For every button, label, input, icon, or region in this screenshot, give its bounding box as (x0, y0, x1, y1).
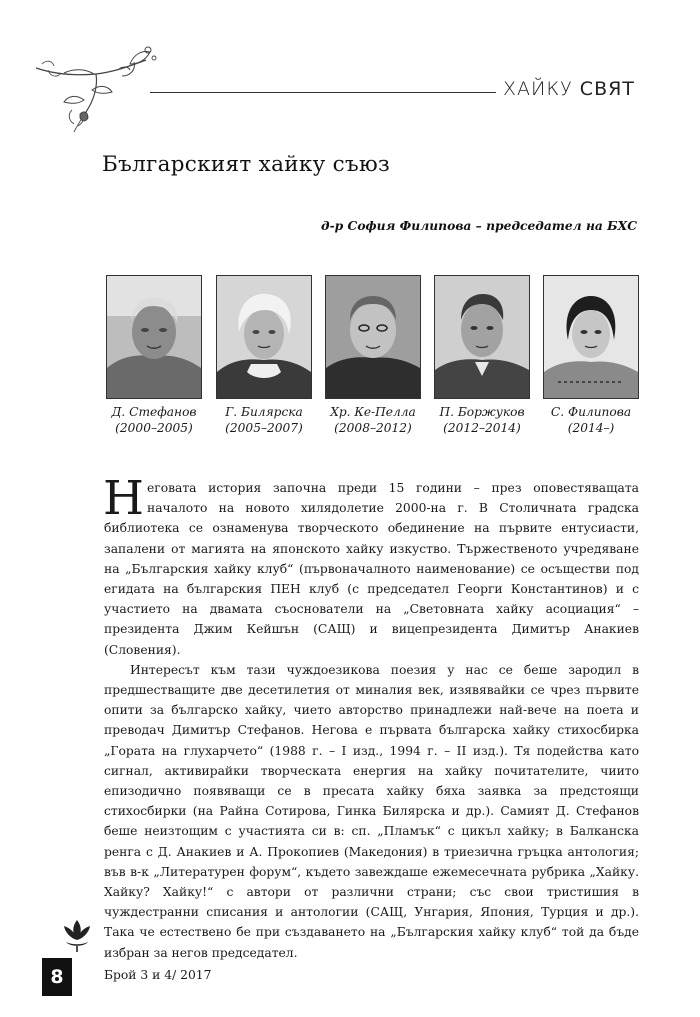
portrait-years: (2005–2007) (225, 421, 303, 435)
portrait-3 (325, 275, 421, 436)
portrait-years: (2014–) (567, 421, 615, 435)
portrait-4 (434, 275, 530, 436)
portrait-photo (434, 275, 530, 399)
article-body (103, 471, 639, 963)
header-rule (150, 92, 496, 93)
portrait-2 (216, 275, 312, 436)
article-title: Българският хайку съюз (102, 152, 391, 177)
portrait-name: Г. Билярска (225, 405, 303, 419)
portrait-name: Хр. Ке-Пелла (330, 405, 416, 419)
journal-name-word1: ХАЙКУ (503, 78, 573, 100)
portrait-years: (2000–2005) (115, 421, 193, 435)
paragraph-2: Интересът към тази чуждоезикова поезия у нас се беше зародил в предшестващите две десетилетия от миналия век, изявявайки се чрез първите опити за българско хайку, чието авторство принадлежи най-вече на поета и преводач Димитър Стефанов. Негова е първата българска хайку стихосбирка „Гората на глухарчето“ (1988 г. – I изд., 1994 г. – II изд.). Тя подейства като сигнал, активирайки творческата енергия на хайку почитателите, чиито епизодично появяващи се в пресата хайку бяха заявка за предстоящи стихосбирки (на Райна Сотирова, Гинка Билярска и др.). Самият Д. Стефанов беше неизтощим с участията си в: сп. „Пламък“ с цикъл хайку; в Балканска ренга с Д. Анакиев и А. Прокопиев (Македония) в триезична гръцка антология; във в-к „Литературен форум“, където завеждаше ежемесечната рубрика „Хайку. Хайку? Хайку!“ с автори от различни страни; със свои тристишия в чуждестранни списания и антологии (САЩ, Унгария, Япония, Турция и др.). Така че естествено бе при създаването на „Българския хайку клуб“ той да бъде избран за негов председател. (104, 662, 639, 960)
portrait-1 (106, 275, 202, 436)
journal-name (503, 78, 635, 100)
article-byline: д-р София Филипова – председател на БХС (321, 218, 637, 233)
portrait-photo (543, 275, 639, 399)
issue-label: Брой 3 и 4/ 2017 (104, 968, 212, 982)
portrait-photo (106, 275, 202, 399)
portrait-photo (325, 275, 421, 399)
paragraph-1-text: еговата история започна преди 15 години – през оповестяващата началото на новото хилядолетие 2000-на г. В Столичната градска библиотека се ознаменува творческото обединение на първите ентусиасти, запалени от магията на японското хайку изкуство. Тържественото учредяване на „Българския хайку клуб“ (първоначалното наименование) се осъществи под егидата на българския ПЕН клуб (с председател Георги Константинов) и с участието на двамата съоснователи на „Световната хайку асоциация“ – президента Джим Кейшън (САЩ) и вицепрезидента Димитър Анакиев (Словения). (104, 481, 639, 657)
portrait-name: П. Боржуков (439, 405, 525, 419)
portrait-5 (543, 275, 639, 436)
paragraph-1 (103, 471, 639, 660)
page-number: 8 (42, 958, 72, 996)
portrait-years: (2012–2014) (443, 421, 521, 435)
drop-cap: Н (103, 471, 144, 526)
journal-name-word2: СВЯТ (579, 78, 635, 100)
portrait-years: (2008–2012) (334, 421, 412, 435)
portrait-name: Д. Стефанов (111, 405, 197, 419)
portrait-gallery (106, 275, 644, 435)
portrait-photo (216, 275, 312, 399)
flowering-branch-icon (34, 40, 164, 135)
portrait-name: С. Филипова (550, 405, 632, 419)
lotus-icon (62, 918, 92, 952)
